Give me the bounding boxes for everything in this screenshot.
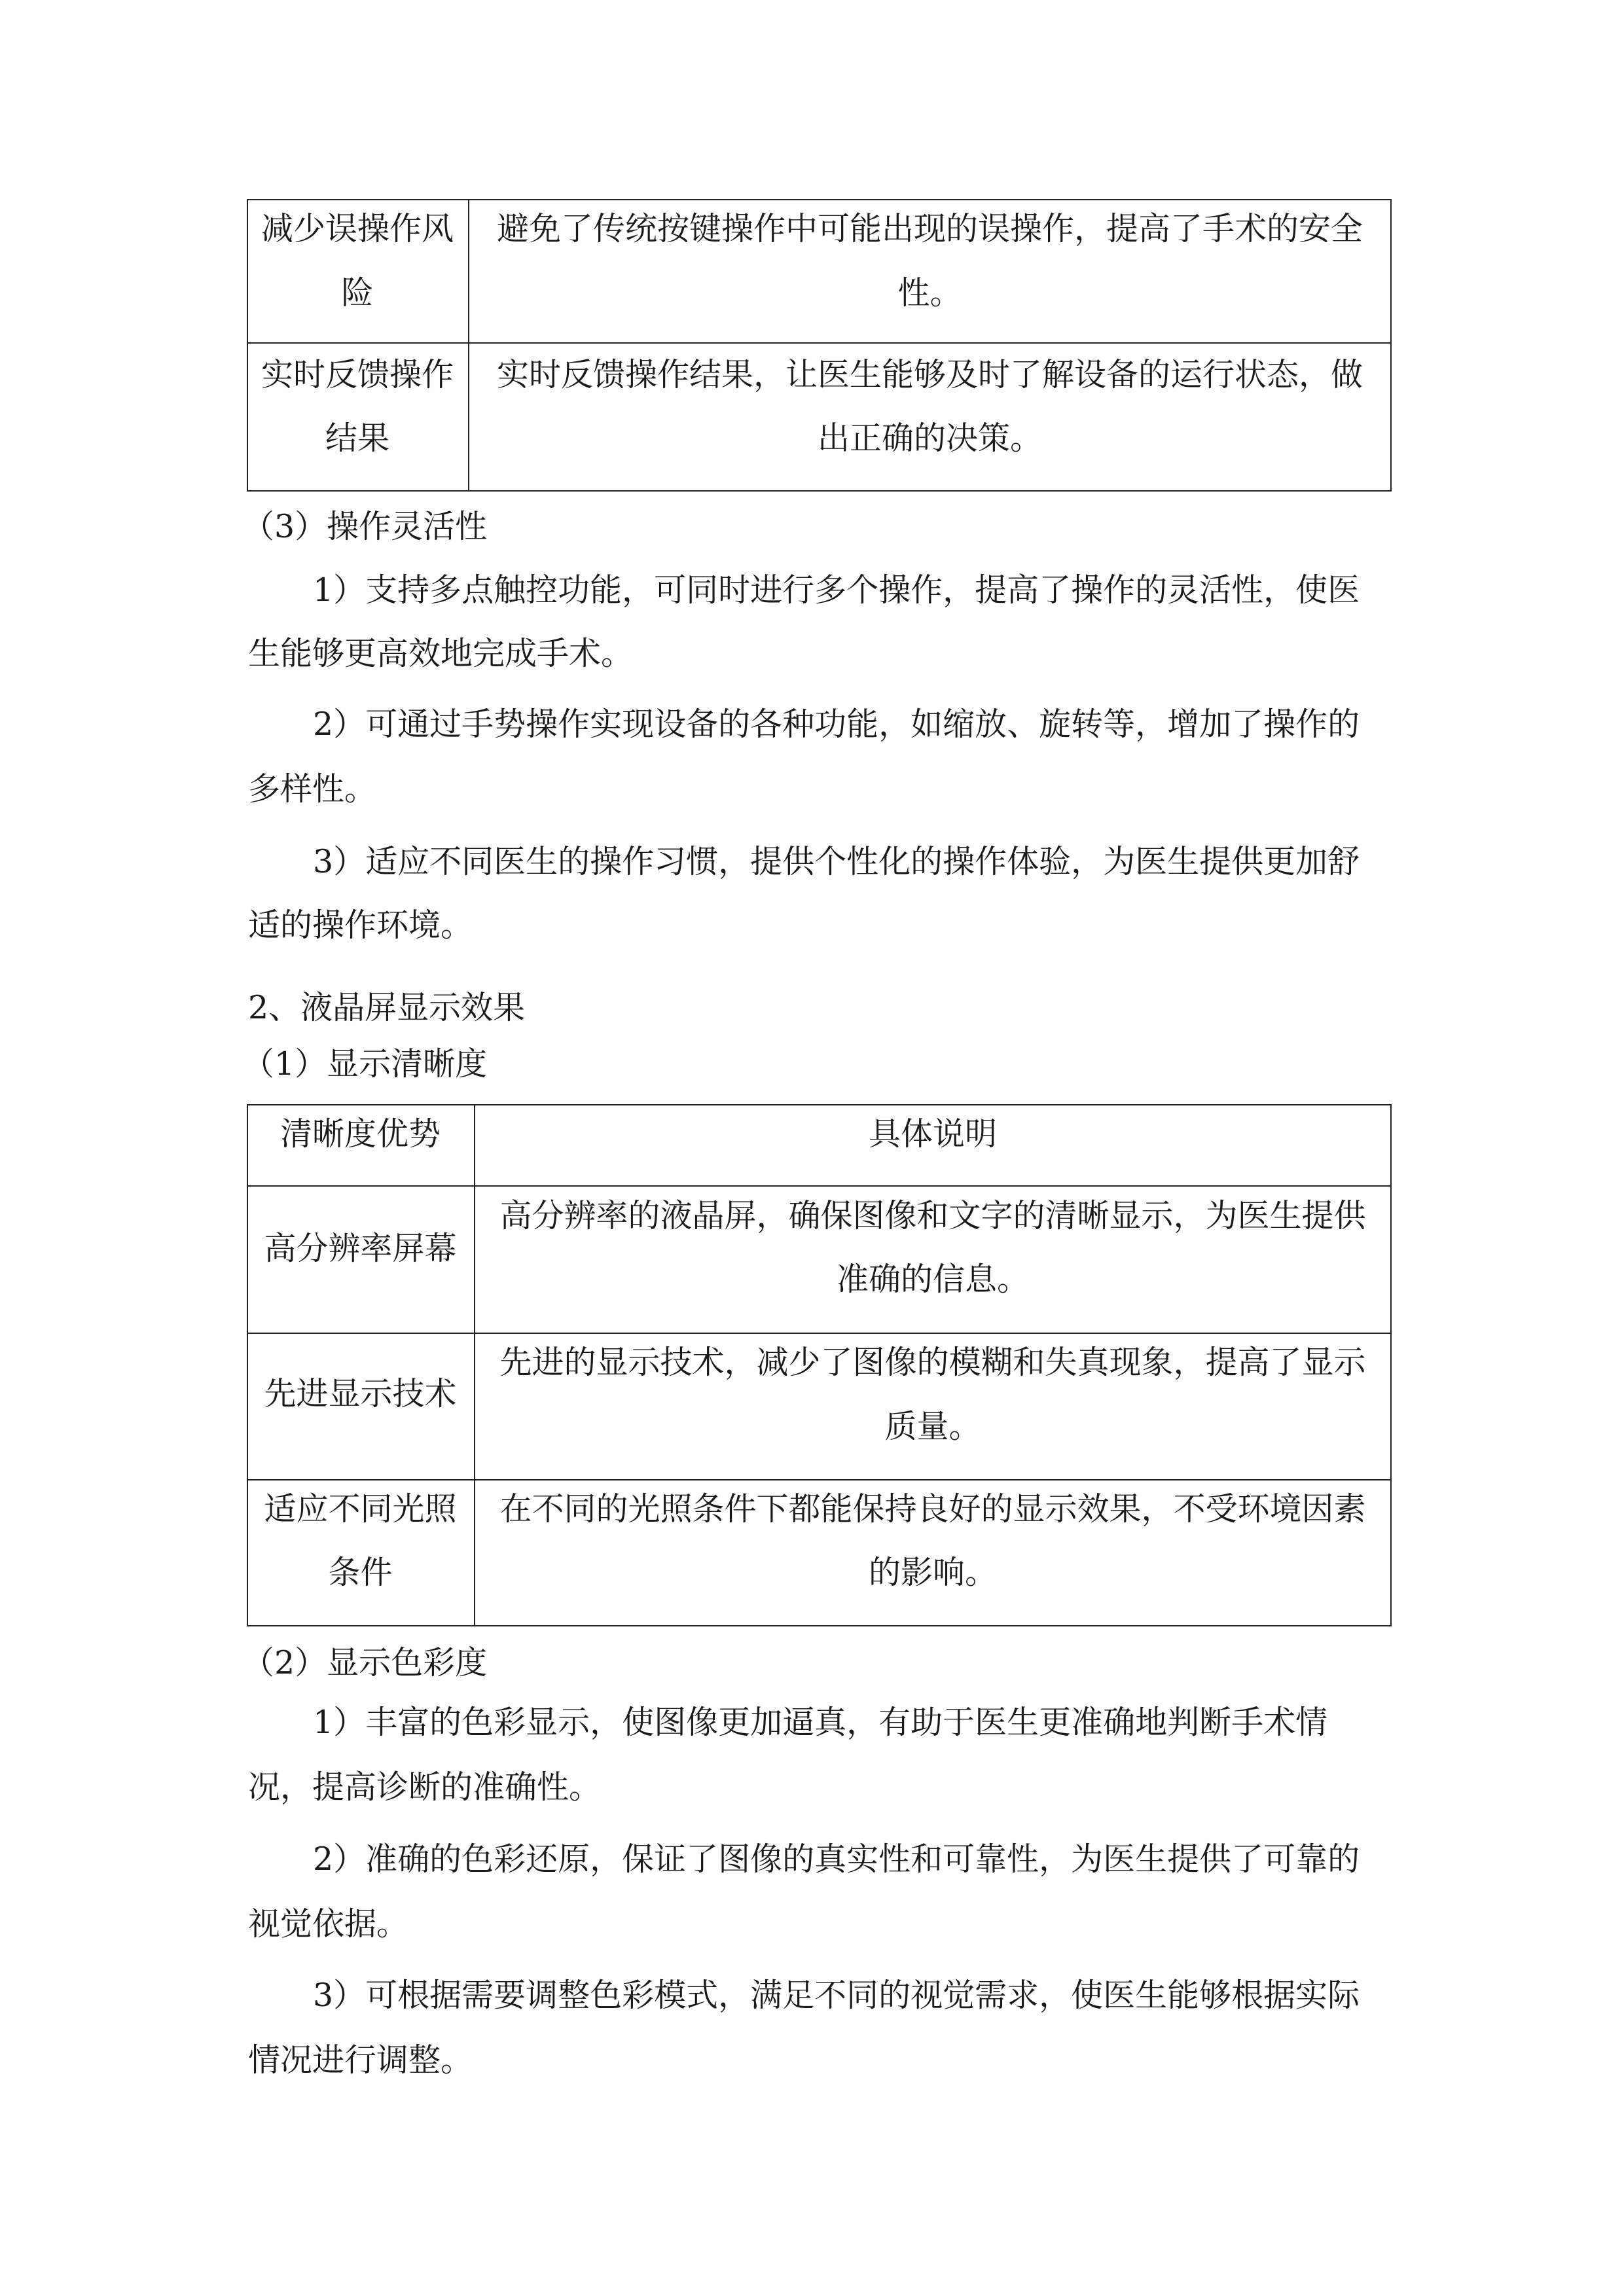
chapter-heading: 2、液晶屏显示效果 bbox=[248, 989, 526, 1026]
table-cell-term: 先进显示技术 bbox=[264, 1375, 457, 1412]
paragraph-line: 适的操作环境。 bbox=[248, 906, 473, 944]
table-cell-desc: 的影响。 bbox=[868, 1554, 997, 1591]
table-cell-term: 高分辨率屏幕 bbox=[264, 1230, 457, 1267]
table-header: 清晰度优势 bbox=[280, 1115, 441, 1153]
table-cell-desc: 性。 bbox=[897, 274, 962, 312]
table-cell-desc: 实时反馈操作结果，让医生能够及时了解设备的运行状态，做 bbox=[496, 356, 1363, 393]
paragraph-line: 视觉依据。 bbox=[248, 1905, 409, 1943]
table-cell-desc: 高分辨率的液晶屏，确保图像和文字的清晰显示，为医生提供 bbox=[499, 1197, 1366, 1234]
paragraph-line: 情况进行调整。 bbox=[248, 2041, 473, 2079]
paragraph-line: 多样性。 bbox=[248, 770, 377, 808]
table-divider bbox=[248, 1333, 1390, 1334]
table-cell-desc: 先进的显示技术，减少了图像的模糊和失真现象，提高了显示 bbox=[499, 1344, 1366, 1381]
table-cell-desc: 在不同的光照条件下都能保持良好的显示效果，不受环境因素 bbox=[499, 1490, 1366, 1528]
table-cell-term: 适应不同光照 bbox=[264, 1490, 457, 1528]
table-cell-term: 条件 bbox=[328, 1554, 393, 1591]
table-divider bbox=[248, 1479, 1390, 1480]
table-cell-term: 险 bbox=[341, 274, 374, 312]
table-cell-term: 结果 bbox=[325, 420, 389, 457]
paragraph-line: 1）支持多点触控功能，可同时进行多个操作，提高了操作的灵活性，使医 bbox=[313, 571, 1360, 609]
paragraph-line: 2）准确的色彩还原，保证了图像的真实性和可靠性，为医生提供了可靠的 bbox=[313, 1840, 1360, 1878]
paragraph-line: 1）丰富的色彩显示，使图像更加逼真，有助于医生更准确地判断手术情 bbox=[313, 1704, 1328, 1741]
paragraph-line: 生能够更高效地完成手术。 bbox=[248, 635, 634, 672]
table-cell-term: 减少误操作风 bbox=[261, 210, 454, 247]
table-divider bbox=[248, 1185, 1390, 1187]
paragraph-line: 3）可根据需要调整色彩模式，满足不同的视觉需求，使医生能够根据实际 bbox=[313, 1977, 1360, 2014]
table-header: 具体说明 bbox=[868, 1115, 997, 1153]
paragraph-line: 2）可通过手势操作实现设备的各种功能，如缩放、旋转等，增加了操作的 bbox=[313, 706, 1360, 743]
table-cell-term: 实时反馈操作 bbox=[261, 356, 454, 393]
section-heading: （3）操作灵活性 bbox=[242, 508, 488, 545]
section-heading: （1）显示清晰度 bbox=[242, 1045, 488, 1083]
paragraph-line: 况，提高诊断的准确性。 bbox=[248, 1768, 602, 1806]
table-cell-desc: 准确的信息。 bbox=[836, 1261, 1029, 1298]
section-heading: （2）显示色彩度 bbox=[242, 1644, 488, 1681]
table-cell-desc: 避免了传统按键操作中可能出现的误操作，提高了手术的安全 bbox=[496, 210, 1363, 247]
paragraph-line: 3）适应不同医生的操作习惯，提供个性化的操作体验，为医生提供更加舒 bbox=[313, 843, 1360, 880]
table-cell-desc: 质量。 bbox=[884, 1408, 981, 1445]
table-cell-desc: 出正确的决策。 bbox=[817, 420, 1042, 457]
table-divider bbox=[248, 342, 1390, 344]
